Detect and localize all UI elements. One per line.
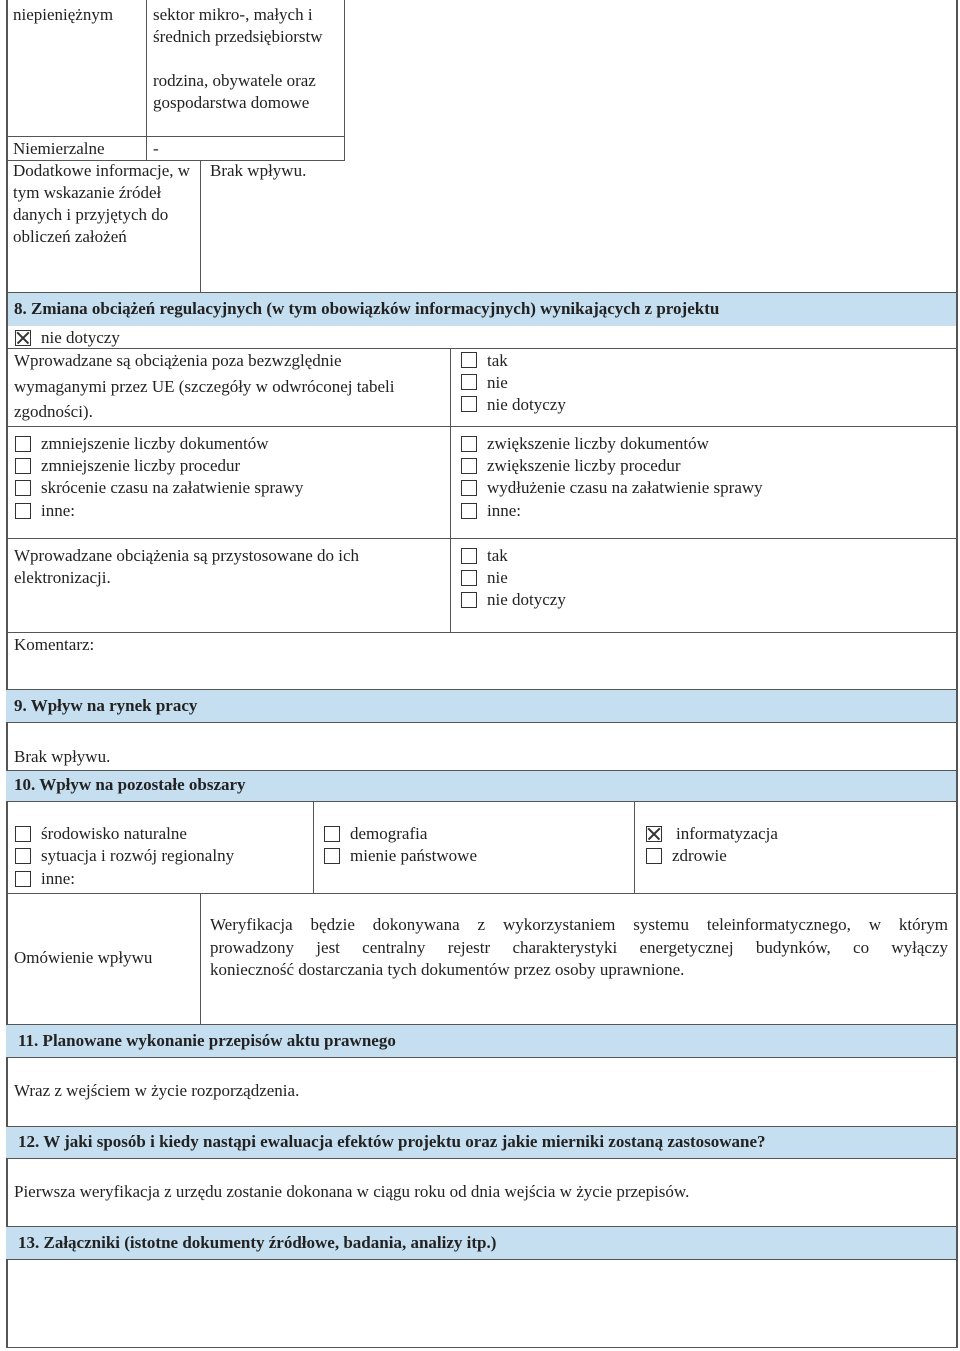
obszar-informatyzacja-checkbox[interactable] <box>646 826 662 842</box>
q2-tak-label: tak <box>487 546 508 565</box>
section12-text: Pierwsza weryfikacja z urzędu zostanie dokonana w ciągu roku od dnia wejścia w życie przepisów. <box>14 1182 690 1201</box>
q2-tak-checkbox[interactable] <box>461 548 477 564</box>
obszar-inne-label: inne: <box>41 869 75 888</box>
section8-heading: 8. Zmiana obciążeń regulacyjnych (w tym obowiązków informacyjnych) wynikających z projektu <box>14 299 720 318</box>
q1-nie-checkbox[interactable] <box>461 374 477 390</box>
section9-heading: 9. Wpływ na rynek pracy <box>14 696 198 715</box>
omowienie-line3: konieczność dostarczania tych dokumentów przez osoby uprawnione. <box>210 960 685 979</box>
q1-tak-checkbox[interactable] <box>461 352 477 368</box>
section11-text: Wraz z wejściem w życie rozporządzenia. <box>14 1081 300 1100</box>
dodatkowe-label: Dodatkowe informacje, w tym wskazanie źródeł danych i przyjętych do obliczeń założeń <box>13 161 191 246</box>
nie-dotyczy-label: nie dotyczy <box>41 328 120 347</box>
obszar-region-label: sytuacja i rozwój regionalny <box>41 846 235 865</box>
right-opt-1-checkbox[interactable] <box>461 458 477 474</box>
left-opt-1-checkbox[interactable] <box>15 458 31 474</box>
q1-text-line2: wymaganymi przez UE (szczegóły w odwróconej tabeli <box>14 377 395 396</box>
obszar-mienie-label: mienie państwowe <box>350 846 477 865</box>
row1-item-family: rodzina, obywatele oraz gospodarstwa domowe <box>153 71 316 112</box>
left-opt-0-checkbox[interactable] <box>15 436 31 452</box>
q1-nie-dotyczy-checkbox[interactable] <box>461 396 477 412</box>
q2-nie-dotyczy-label: nie dotyczy <box>487 590 566 609</box>
obszar-demografia-label: demografia <box>350 824 428 843</box>
right-opt-2-label: wydłużenie czasu na załatwienie sprawy <box>487 478 763 497</box>
section12-heading: 12. W jaki sposób i kiedy nastąpi ewaluacja efektów projektu oraz jakie mierniki zostaną zastosowane? <box>18 1132 766 1151</box>
nie-dotyczy-checkbox[interactable] <box>15 330 31 346</box>
obszar-informatyzacja-label: informatyzacja <box>676 824 778 843</box>
left-opt-1-label: zmniejszenie liczby procedur <box>41 456 241 475</box>
section10-heading: 10. Wpływ na pozostałe obszary <box>14 775 246 794</box>
obszar-mienie-checkbox[interactable] <box>324 848 340 864</box>
obszar-srodowisko-checkbox[interactable] <box>15 826 31 842</box>
q1-nie-dotyczy-label: nie dotyczy <box>487 395 566 414</box>
left-opt-2-label: skrócenie czasu na załatwienie sprawy <box>41 478 304 497</box>
row1-item-sme: sektor mikro-, małych i średnich przedsiębiorstw <box>153 5 323 46</box>
right-opt-0-checkbox[interactable] <box>461 436 477 452</box>
section13-heading: 13. Załączniki (istotne dokumenty źródłowe, badania, analizy itp.) <box>18 1233 497 1252</box>
omowienie-label: Omówienie wpływu <box>14 948 153 967</box>
obszar-region-checkbox[interactable] <box>15 848 31 864</box>
right-opt-3-checkbox[interactable] <box>461 503 477 519</box>
row1-label: niepieniężnym <box>13 5 114 24</box>
q2-text-line1: Wprowadzane obciążenia są przystosowane do ich <box>14 546 360 565</box>
q1-text-line3: zgodności). <box>14 402 93 421</box>
left-opt-3-label: inne: <box>41 501 75 520</box>
obszar-inne-checkbox[interactable] <box>15 871 31 887</box>
q1-tak-label: tak <box>487 351 508 370</box>
right-opt-1-label: zwiększenie liczby procedur <box>487 456 681 475</box>
omowienie-line1: Weryfikacja będzie dokonywana z wykorzystaniem systemu teleinformatycznego, w którym <box>210 915 948 934</box>
dodatkowe-value: Brak wpływu. <box>210 161 307 180</box>
q1-text-line1: Wprowadzane są obciążenia poza bezwzględnie <box>14 351 342 370</box>
niemierzalne-value: - <box>153 139 159 158</box>
left-opt-3-checkbox[interactable] <box>15 503 31 519</box>
obszar-demografia-checkbox[interactable] <box>324 826 340 842</box>
q2-nie-label: nie <box>487 568 508 587</box>
komentarz-label: Komentarz: <box>14 635 95 654</box>
q2-nie-checkbox[interactable] <box>461 570 477 586</box>
q1-nie-label: nie <box>487 373 508 392</box>
section11-heading: 11. Planowane wykonanie przepisów aktu prawnego <box>18 1031 396 1050</box>
obszar-srodowisko-label: środowisko naturalne <box>41 824 187 843</box>
right-opt-3-label: inne: <box>487 501 521 520</box>
right-opt-2-checkbox[interactable] <box>461 480 477 496</box>
left-opt-2-checkbox[interactable] <box>15 480 31 496</box>
q2-text-line2: elektronizacji. <box>14 568 111 587</box>
section9-text: Brak wpływu. <box>14 747 111 766</box>
right-opt-0-label: zwiększenie liczby dokumentów <box>487 434 709 453</box>
obszar-zdrowie-checkbox[interactable] <box>646 848 662 864</box>
obszar-zdrowie-label: zdrowie <box>672 846 727 865</box>
niemierzalne-label: Niemierzalne <box>13 139 105 158</box>
left-opt-0-label: zmniejszenie liczby dokumentów <box>41 434 269 453</box>
omowienie-line2: prowadzony jest centralny rejestr charakterystyki energetycznej budynków, co wyłączy <box>210 938 948 957</box>
q2-nie-dotyczy-checkbox[interactable] <box>461 592 477 608</box>
